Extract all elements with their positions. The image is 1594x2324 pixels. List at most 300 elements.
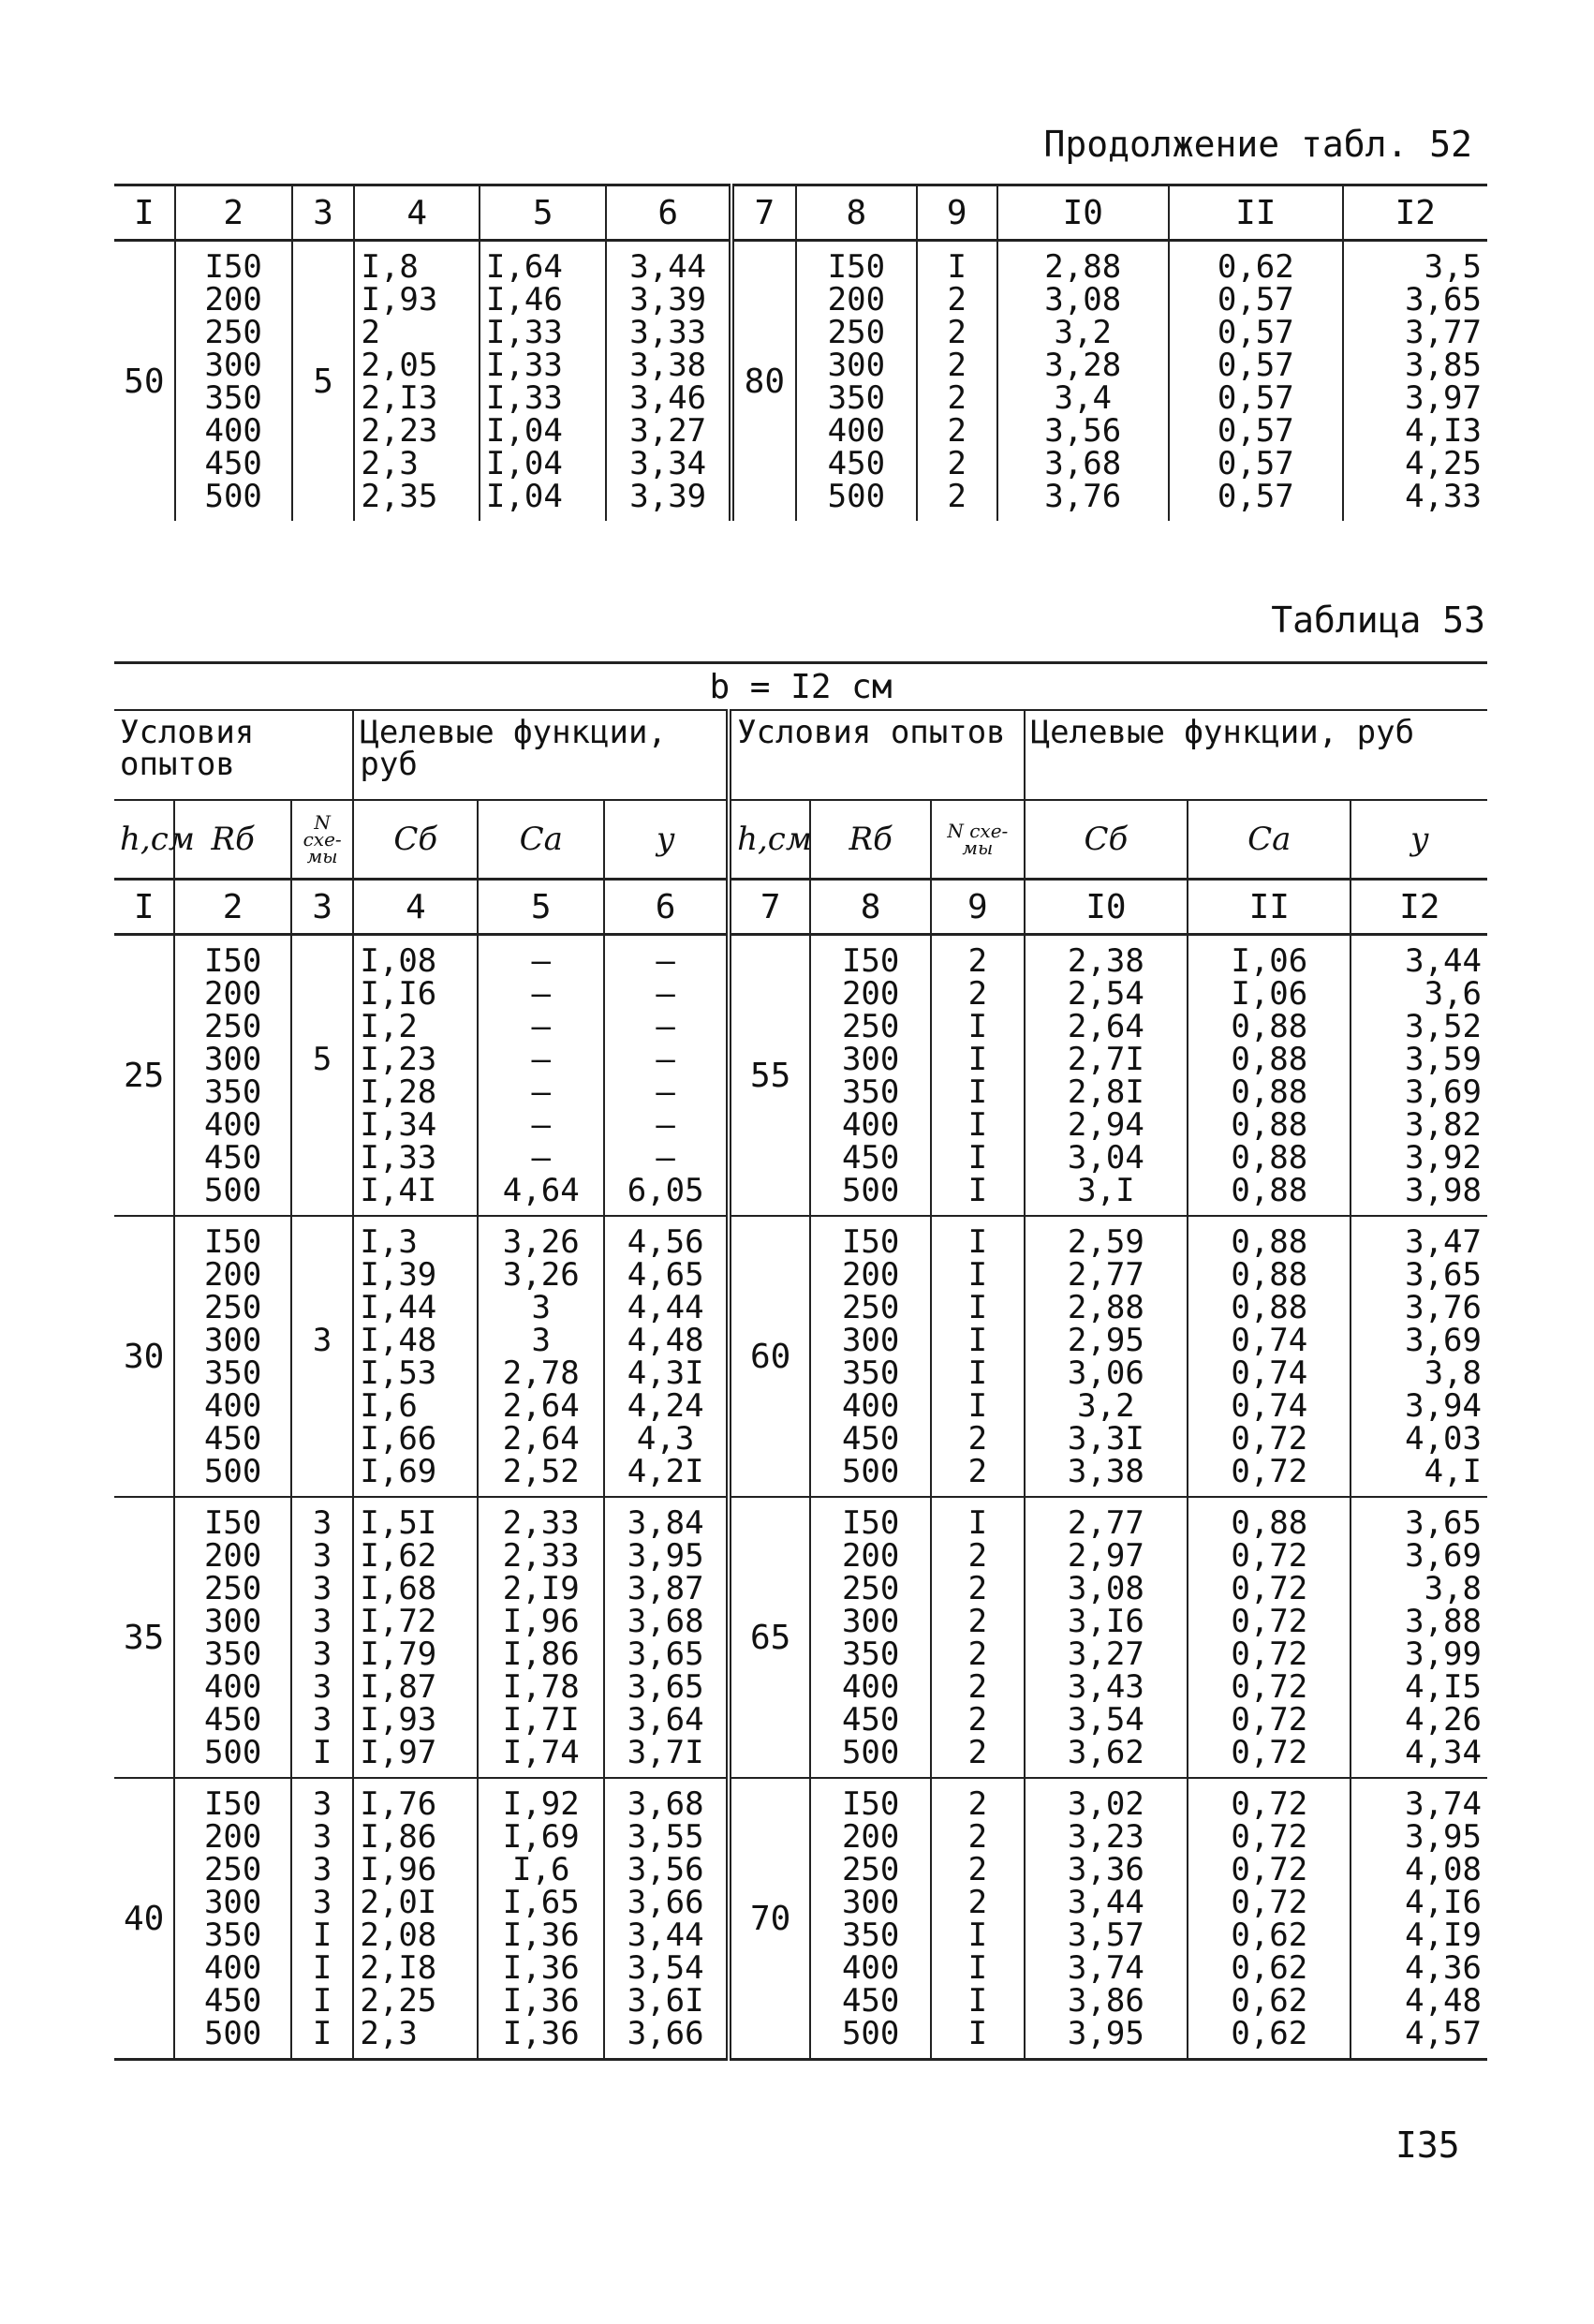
cell-value: 400 xyxy=(827,412,886,450)
cell-value: 400 xyxy=(203,1106,262,1144)
r-right-list xyxy=(810,1216,931,1497)
cb-right-list xyxy=(1025,1778,1188,2060)
cell-value: 3,54 xyxy=(627,1949,704,1987)
cell-value: 200 xyxy=(203,1537,262,1575)
cell-value: I,28 xyxy=(360,1073,437,1111)
cell-value: I xyxy=(967,2015,988,2052)
col-num: 3 xyxy=(292,185,355,241)
ca-header: Ca xyxy=(1188,800,1350,880)
cell-value: 3,95 xyxy=(627,1537,704,1575)
y-right-list xyxy=(1350,1497,1487,1778)
cell-value: 350 xyxy=(203,1073,262,1111)
cell-value: 0,57 xyxy=(1217,445,1294,482)
cell-value: 3 xyxy=(312,1570,332,1607)
cell-value: 200 xyxy=(841,1537,900,1575)
cell-value xyxy=(298,1259,347,1292)
cell-value: 3,65 xyxy=(1405,1504,1482,1542)
h-right: 60 xyxy=(729,1216,810,1497)
cell-value: 0,74 xyxy=(1231,1354,1308,1392)
cell-value: 300 xyxy=(841,1603,900,1640)
cell-value: I xyxy=(967,1172,988,1209)
cell-value: 400 xyxy=(841,1668,900,1706)
cell-value: 3,6I xyxy=(627,1982,704,2020)
cell-value: 0,72 xyxy=(1231,1701,1308,1739)
cell-value: 2,33 xyxy=(502,1504,580,1542)
cell-value: 250 xyxy=(841,1289,900,1326)
cell-value: I,65 xyxy=(502,1884,580,1921)
cell-value: 2 xyxy=(967,1420,988,1458)
scheme-right-list xyxy=(931,935,1025,1217)
cell-value: 2,97 xyxy=(1067,1537,1144,1575)
cell-value: 250 xyxy=(841,1008,900,1045)
cell-value: 3,44 xyxy=(1405,942,1482,980)
cell-value: I50 xyxy=(841,942,900,980)
r-right-list xyxy=(810,935,931,1217)
cell-value: 3,99 xyxy=(1405,1636,1482,1673)
cell-value: I,04 xyxy=(485,445,563,482)
ca-left-list xyxy=(480,241,607,522)
column-number-row xyxy=(114,185,1487,241)
cell-value: 350 xyxy=(841,1636,900,1673)
cell-value: 250 xyxy=(203,1851,262,1888)
cell-value: 450 xyxy=(203,1420,262,1458)
cell-value: 200 xyxy=(203,1818,262,1856)
cell-value: 400 xyxy=(841,1106,900,1144)
cell-value: 3,65 xyxy=(627,1668,704,1706)
cell-value: I,96 xyxy=(502,1603,580,1640)
cell-value: I,4I xyxy=(360,1172,437,1209)
table-52-continuation xyxy=(114,184,1487,521)
cell-value: 3,62 xyxy=(1067,1734,1144,1771)
cell-value: 350 xyxy=(203,1917,262,1954)
ca-right-list xyxy=(1188,1216,1350,1497)
cell-value: 3,95 xyxy=(1405,1818,1482,1856)
cell-value: 3,43 xyxy=(1067,1668,1144,1706)
table-53 xyxy=(114,661,1487,2061)
cell-value: 3 xyxy=(312,1504,332,1542)
cell-value: I xyxy=(312,2015,332,2052)
cell-value: 3,64 xyxy=(627,1701,704,1739)
cb-header: Cб xyxy=(353,800,478,880)
cell-value: 2 xyxy=(967,1668,988,1706)
cell-value: 2,95 xyxy=(1067,1322,1144,1359)
cell-value: 250 xyxy=(841,1570,900,1607)
cell-value: 3,68 xyxy=(627,1603,704,1640)
cell-value: I,33 xyxy=(485,379,563,417)
cell-value: 2,77 xyxy=(1067,1256,1144,1294)
col-num: 5 xyxy=(480,185,607,241)
cell-value: 3,84 xyxy=(627,1504,704,1542)
cell-value: 2,88 xyxy=(1067,1289,1144,1326)
cell-value: 3,56 xyxy=(1044,412,1122,450)
cell-value: 0,88 xyxy=(1231,1008,1308,1045)
scheme-header: N схе- мы xyxy=(931,800,1025,880)
cell-value: 3,77 xyxy=(1405,314,1482,351)
col-num: 2 xyxy=(174,880,291,935)
cell-value: I,04 xyxy=(485,412,563,450)
cell-value: 200 xyxy=(841,1818,900,1856)
ca-right-list xyxy=(1188,1497,1350,1778)
col-num: 4 xyxy=(353,880,478,935)
cell-value: 450 xyxy=(841,1420,900,1458)
cell-value: 3,26 xyxy=(502,1256,580,1294)
cell-value: I xyxy=(967,1073,988,1111)
cell-value: 4,24 xyxy=(627,1387,704,1425)
cell-value: – xyxy=(531,1041,551,1078)
cell-value: 3 xyxy=(531,1289,551,1326)
cell-value: 2,7I xyxy=(1067,1041,1144,1078)
cell-value: 0,57 xyxy=(1217,412,1294,450)
cell-value: – xyxy=(531,1106,551,1144)
cell-value: 500 xyxy=(203,1172,262,1209)
cell-value: 250 xyxy=(204,314,262,351)
cell-value: 3 xyxy=(531,1322,551,1359)
cell-value: 0,57 xyxy=(1217,314,1294,351)
cell-value: 500 xyxy=(841,1172,900,1209)
scheme-left-list xyxy=(291,1497,353,1778)
cell-value: 3,68 xyxy=(1044,445,1122,482)
cell-value: 400 xyxy=(203,1949,262,1987)
col-num: 3 xyxy=(291,880,353,935)
cell-value: 0,88 xyxy=(1231,1041,1308,1078)
cell-value xyxy=(298,1390,347,1423)
cb-header: Cб xyxy=(1025,800,1188,880)
r-header: Rб xyxy=(174,800,291,880)
col-num: 7 xyxy=(729,880,810,935)
cell-value: 4,48 xyxy=(1405,1982,1482,2020)
cell-value: 3,69 xyxy=(1405,1073,1482,1111)
cell-value: 2 xyxy=(947,314,967,351)
cell-value: 4,65 xyxy=(627,1256,704,1294)
cell-value: I,53 xyxy=(360,1354,437,1392)
cell-value: 2,88 xyxy=(1044,248,1122,286)
col-num: II xyxy=(1188,880,1350,935)
cell-value xyxy=(298,1142,347,1175)
cell-value: 3,74 xyxy=(1405,1785,1482,1823)
cell-value: I,68 xyxy=(360,1570,437,1607)
cell-value: 3 xyxy=(312,1884,332,1921)
scheme-left-list xyxy=(291,1216,353,1497)
cell-value: 3,66 xyxy=(627,1884,704,1921)
cell-value: 4,3I xyxy=(627,1354,704,1392)
cell-value: 400 xyxy=(841,1949,900,1987)
cell-value: – xyxy=(531,942,551,980)
cell-value: I,36 xyxy=(502,1917,580,1954)
y-header: y xyxy=(1350,800,1487,880)
scheme-left-list xyxy=(291,1778,353,2060)
r-right-list xyxy=(810,1497,931,1778)
cell-value: I,06 xyxy=(1231,975,1308,1013)
cell-value: I xyxy=(312,1917,332,1954)
cell-value: 0,57 xyxy=(1217,347,1294,384)
cell-value: I,08 xyxy=(360,942,437,980)
cb-right-list xyxy=(1025,935,1188,1217)
y-right-list xyxy=(1350,1778,1487,2060)
cell-value: I xyxy=(967,1982,988,2020)
cb-left-list xyxy=(353,935,478,1217)
cell-value: 3,65 xyxy=(1405,281,1482,318)
cell-value: I,06 xyxy=(1231,942,1308,980)
header-row-1 xyxy=(114,710,1487,800)
cell-value: 3,39 xyxy=(629,281,707,318)
table-53-group-row xyxy=(114,935,1487,1217)
cell-value: 2 xyxy=(361,314,380,351)
cell-value: I xyxy=(967,1387,988,1425)
cell-value: 2,23 xyxy=(361,412,438,450)
cell-value: – xyxy=(531,1073,551,1111)
cell-value: I xyxy=(967,1106,988,1144)
cell-value: I xyxy=(967,1008,988,1045)
cell-value: 2 xyxy=(967,1636,988,1673)
cell-value: I,48 xyxy=(360,1322,437,1359)
cell-value: 3,55 xyxy=(627,1818,704,1856)
cell-value: 450 xyxy=(841,1982,900,2020)
cell-value: 3 xyxy=(312,1322,332,1359)
ca-left-list xyxy=(478,1778,604,2060)
cell-value: 2,3 xyxy=(361,445,419,482)
cell-value: 0,88 xyxy=(1231,1289,1308,1326)
cb-right-list xyxy=(1025,1497,1188,1778)
cell-value: 300 xyxy=(827,347,886,384)
cell-value: I,6 xyxy=(360,1387,418,1425)
cell-value: 0,62 xyxy=(1231,2015,1308,2052)
cell-value: 2,38 xyxy=(1067,942,1144,980)
cell-value: 0,72 xyxy=(1231,1734,1308,1771)
cb-left-list xyxy=(353,1497,478,1778)
cell-value: 4,I9 xyxy=(1405,1917,1482,1954)
cell-value xyxy=(298,1357,347,1390)
cell-value: I,92 xyxy=(502,1785,580,1823)
cb-right-list xyxy=(997,241,1170,522)
cell-value: I,69 xyxy=(360,1453,437,1490)
cell-value: I50 xyxy=(841,1785,900,1823)
cell-value: I,36 xyxy=(502,2015,580,2052)
header-row-2 xyxy=(114,800,1487,880)
cell-value: 0,88 xyxy=(1231,1139,1308,1177)
cell-value: 4,I6 xyxy=(1405,1884,1482,1921)
y-left-list xyxy=(606,241,731,522)
cell-value: 3,7I xyxy=(627,1734,704,1771)
cell-value: I xyxy=(967,1354,988,1392)
target-functions-header-left: Целевые функции, руб xyxy=(353,710,729,800)
cell-value: I,8 xyxy=(361,248,419,286)
cell-value: 3,46 xyxy=(629,379,707,417)
cell-value: 2,59 xyxy=(1067,1223,1144,1261)
cell-value: 3,98 xyxy=(1405,1172,1482,1209)
cell-value: 2 xyxy=(947,412,967,450)
col-num: I2 xyxy=(1350,880,1487,935)
cell-value: 0,62 xyxy=(1231,1917,1308,1954)
cell-value: 2,I8 xyxy=(360,1949,437,1987)
cell-value: 4,44 xyxy=(627,1289,704,1326)
cell-value: 200 xyxy=(204,281,262,318)
cell-value: 3,28 xyxy=(1044,347,1122,384)
cell-value: 350 xyxy=(841,1354,900,1392)
cell-value: I50 xyxy=(827,248,886,286)
cell-value: 2,52 xyxy=(502,1453,580,1490)
cell-value: 4,I5 xyxy=(1405,1668,1482,1706)
h-left: 25 xyxy=(114,935,174,1217)
cell-value: 350 xyxy=(841,1073,900,1111)
cell-value: 3,02 xyxy=(1067,1785,1144,1823)
cell-value: 250 xyxy=(203,1289,262,1326)
cell-value: 300 xyxy=(204,347,262,384)
cell-value: 3,76 xyxy=(1405,1289,1482,1326)
h-right: 55 xyxy=(729,935,810,1217)
cell-value: 2,94 xyxy=(1067,1106,1144,1144)
cell-value: 350 xyxy=(203,1636,262,1673)
cell-value: 500 xyxy=(204,478,262,515)
y-header: y xyxy=(604,800,729,880)
cell-value: I,33 xyxy=(485,314,563,351)
ca-right-list xyxy=(1188,1778,1350,2060)
cell-value: 2 xyxy=(967,1570,988,1607)
cell-value: 4,64 xyxy=(502,1172,580,1209)
cell-value: 200 xyxy=(841,1256,900,1294)
cell-value: 400 xyxy=(841,1387,900,1425)
cell-value: 200 xyxy=(203,1256,262,1294)
cell-value: I,72 xyxy=(360,1603,437,1640)
ca-left-list xyxy=(478,1497,604,1778)
cell-value: 0,72 xyxy=(1231,1570,1308,1607)
cell-value: 0,72 xyxy=(1231,1453,1308,1490)
cell-value: 0,88 xyxy=(1231,1223,1308,1261)
cell-value: 3,65 xyxy=(1405,1256,1482,1294)
cell-value: 250 xyxy=(827,314,886,351)
cell-value xyxy=(298,1423,347,1456)
cell-value xyxy=(298,1109,347,1142)
cell-value: 400 xyxy=(203,1668,262,1706)
cell-value: 0,72 xyxy=(1231,1851,1308,1888)
cell-value: I xyxy=(967,1504,988,1542)
cell-value: 3,69 xyxy=(1405,1537,1482,1575)
cell-value: 2 xyxy=(967,1734,988,1771)
cell-value: 2,77 xyxy=(1067,1504,1144,1542)
h-header: h,см xyxy=(729,800,810,880)
cell-value: I,86 xyxy=(360,1818,437,1856)
cell-value: I xyxy=(967,1949,988,1987)
cell-value: 3,92 xyxy=(1405,1139,1482,1177)
cell-value: 500 xyxy=(841,1453,900,1490)
cell-value: 0,72 xyxy=(1231,1603,1308,1640)
cell-value: 2 xyxy=(967,1884,988,1921)
scheme-right-list xyxy=(931,1778,1025,2060)
cell-value: I,86 xyxy=(502,1636,580,1673)
cell-value: 3 xyxy=(312,1537,332,1575)
cell-value: I xyxy=(312,1949,332,1987)
cell-value: 4,I xyxy=(1424,1453,1482,1490)
cell-value: I,96 xyxy=(360,1851,437,1888)
cell-value: I,64 xyxy=(485,248,563,286)
cell-value: I,46 xyxy=(485,281,563,318)
scheme-right-list xyxy=(917,241,996,522)
cell-value: 3,94 xyxy=(1405,1387,1482,1425)
cell-value: I xyxy=(967,1256,988,1294)
cell-value: 200 xyxy=(827,281,886,318)
cell-value: 2,78 xyxy=(502,1354,580,1392)
cell-value: I,79 xyxy=(360,1636,437,1673)
cell-value: I,66 xyxy=(360,1420,437,1458)
h-right: 70 xyxy=(729,1778,810,2060)
cell-value: 4,2I xyxy=(627,1453,704,1490)
cell-value: 300 xyxy=(203,1041,262,1078)
cell-value: 2,08 xyxy=(360,1917,437,1954)
table-53-body xyxy=(114,935,1487,2060)
cell-value: 200 xyxy=(203,975,262,1013)
col-num: 6 xyxy=(604,880,729,935)
cell-value: – xyxy=(656,1073,675,1111)
cell-value: I,87 xyxy=(360,1668,437,1706)
scheme-header: N схе- мы xyxy=(291,800,353,880)
r-right-list xyxy=(810,1778,931,2060)
cell-value xyxy=(298,945,347,978)
cell-value: 0,88 xyxy=(1231,1073,1308,1111)
cell-value: 3,44 xyxy=(627,1917,704,1954)
cell-value: 3,2 xyxy=(1054,314,1112,351)
cell-value: 0,62 xyxy=(1231,1982,1308,2020)
cell-value: I,23 xyxy=(360,1041,437,1078)
cell-value: 3,33 xyxy=(629,314,707,351)
scheme-right-list xyxy=(931,1216,1025,1497)
cell-value xyxy=(298,1076,347,1109)
cell-value: 2 xyxy=(967,1701,988,1739)
cell-value: 3,26 xyxy=(502,1223,580,1261)
cell-value: I xyxy=(967,1223,988,1261)
cell-value: 3,04 xyxy=(1067,1139,1144,1177)
cell-value: I,74 xyxy=(502,1734,580,1771)
ca-right-list xyxy=(1188,935,1350,1217)
cell-value: 0,72 xyxy=(1231,1818,1308,1856)
cell-value: 3,86 xyxy=(1067,1982,1144,2020)
cell-value: – xyxy=(656,975,675,1013)
col-num: I xyxy=(114,185,175,241)
cell-value: 3,23 xyxy=(1067,1818,1144,1856)
r-header: Rб xyxy=(810,800,931,880)
cell-value: 500 xyxy=(203,2015,262,2052)
cell-value: 2,8I xyxy=(1067,1073,1144,1111)
cell-value: 3,82 xyxy=(1405,1106,1482,1144)
cell-value: 500 xyxy=(841,1734,900,1771)
cell-value: 0,57 xyxy=(1217,281,1294,318)
cell-value: 0,72 xyxy=(1231,1420,1308,1458)
cell-value: I,33 xyxy=(360,1139,437,1177)
cell-value: I xyxy=(947,248,967,286)
cell-value: 300 xyxy=(841,1322,900,1359)
cell-value: I xyxy=(967,1139,988,1177)
cell-value: I,7I xyxy=(502,1701,580,1739)
cell-value: – xyxy=(656,1008,675,1045)
col-num: I2 xyxy=(1343,185,1487,241)
cell-value: 4,34 xyxy=(1405,1734,1482,1771)
cell-value: I50 xyxy=(841,1504,900,1542)
cell-value: 4,56 xyxy=(627,1223,704,1261)
cell-value: 3,8 xyxy=(1424,1354,1482,1392)
cell-value: 0,74 xyxy=(1231,1387,1308,1425)
cell-value: 3,59 xyxy=(1405,1041,1482,1078)
r-left-list xyxy=(174,1497,291,1778)
cell-value xyxy=(298,1226,347,1259)
cell-value: 3,36 xyxy=(1067,1851,1144,1888)
cell-value: – xyxy=(656,1041,675,1078)
cell-value: 3,27 xyxy=(629,412,707,450)
cell-value: I50 xyxy=(841,1223,900,1261)
cell-value: 3 xyxy=(312,1701,332,1739)
cell-value: 3,39 xyxy=(629,478,707,515)
cell-value: 2,I3 xyxy=(361,379,438,417)
conditions-header-left: Условия опытов xyxy=(114,710,353,800)
cell-value: I50 xyxy=(203,942,262,980)
cell-value: I,I6 xyxy=(360,975,437,1013)
